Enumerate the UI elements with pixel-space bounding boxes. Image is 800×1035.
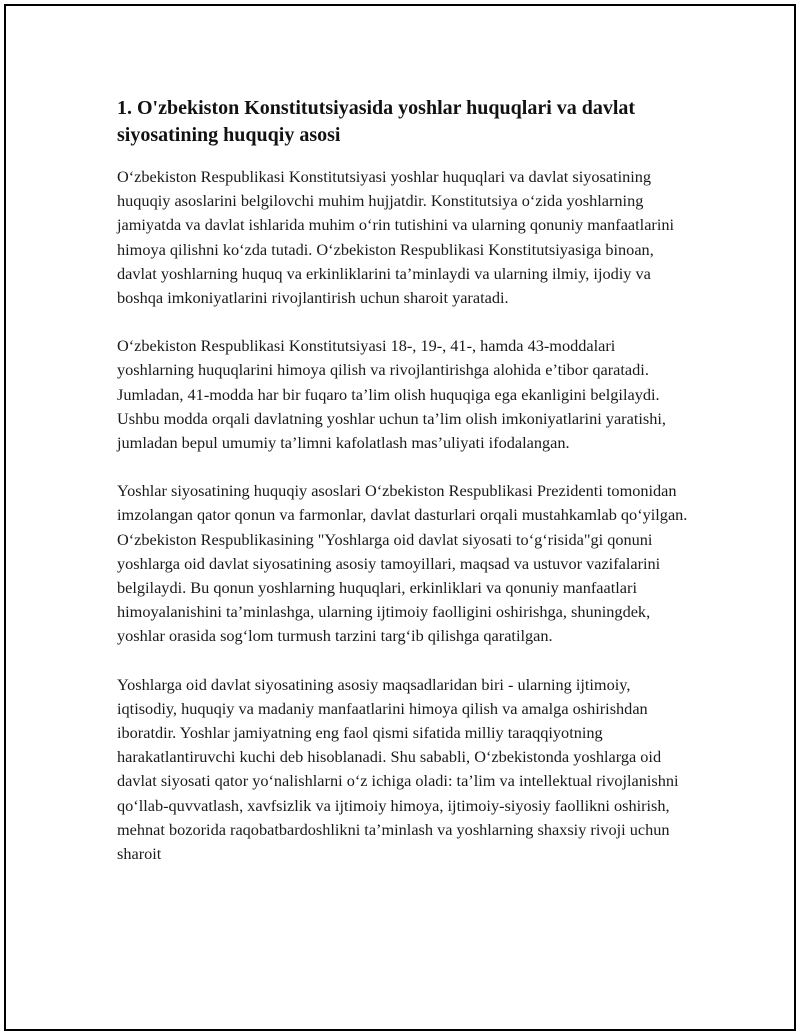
paragraph-2: O‘zbekiston Respublikasi Konstitutsiyasi 18-, 19-, 41-, hamda 43-moddalari yoshlarning huquqlarini himoya qilish va rivojlantirishga alohida e’tibor qaratadi. Jumladan, 41-modda har bir fuqaro ta’lim olish huquqiga ega ekanligini belgilaydi. Ushbu modda orqali davlatning yoshlar uchun ta’lim olish imkoniyatlarini yaratishi, jumladan bepul umumiy ta’limni kafolatlash mas’uliyati ifodalangan.: [117, 336, 666, 453]
document-body: [117, 95, 689, 866]
paragraph-1: O‘zbekiston Respublikasi Konstitutsiyasi yoshlar huquqlari va davlat siyosatining huquqiy asoslarini belgilovchi muhim hujjatdir. Konstitutsiya o‘zida yoshlarning jamiyatda va davlat ishlarida muhim o‘rin tutishini va ularning qonuniy manfaatlarini himoya qilishni ko‘zda tutadi. O‘zbekiston Respublikasi Konstitutsiyasiga binoan, davlat yoshlarning huquq va erkinliklarini ta’minlaydi va ularning ilmiy, ijodiy va boshqa imkoniyatlarini rivojlantirish uchun sharoit yaratadi.: [117, 167, 675, 308]
paragraph-3: Yoshlar siyosatining huquqiy asoslari O‘zbekiston Respublikasi Prezidenti tomonidan imzolangan qator qonun va farmonlar, davlat dasturlari orqali mustahkamlab qo‘yilgan. O‘zbekiston Respublikasining "Yoshlarga oid davlat siyosati to‘g‘risida"gi qonuni yoshlarga oid davlat siyosatining asosiy tamoyillari, maqsad va ustuvor vazifalarini belgilaydi. Bu qonun yoshlarning huquqlari, erkinliklari va qonuniy manfaatlari himoyalanishini ta’minlashga, ularning ijtimoiy faolligini oshirishga, shuningdek, yoshlar orasida sog‘lom turmush tarzini targ‘ib qilishga qaratilgan.: [117, 481, 688, 646]
section-heading: 1. O'zbekiston Konstitutsiyasida yoshlar huquqlari va davlat siyosatining huquqiy asosi: [117, 97, 636, 146]
paragraph-4: Yoshlarga oid davlat siyosatining asosiy maqsadlaridan biri - ularning ijtimoiy, iqtisodiy, huquqiy va madaniy manfaatlarini himoya qilish va amalga oshirishdan iboratdir. Yoshlar jamiyatning eng faol qismi sifatida milliy taraqqiyotning harakatlantiruvchi kuchi deb hisoblanadi. Shu sababli, O‘zbekistonda yoshlarga oid davlat siyosati qator yo‘nalishlarni o‘z ichiga oladi: ta’lim va intellektual rivojlanishni qo‘llab-quvvatlash, xavfsizlik va ijtimoiy himoya, ijtimoiy-siyosiy faollikni oshirish, mehnat bozorida raqobatbardoshlikni ta’minlash va yoshlarning shaxsiy rivoji uchun sharoit: [117, 674, 679, 864]
